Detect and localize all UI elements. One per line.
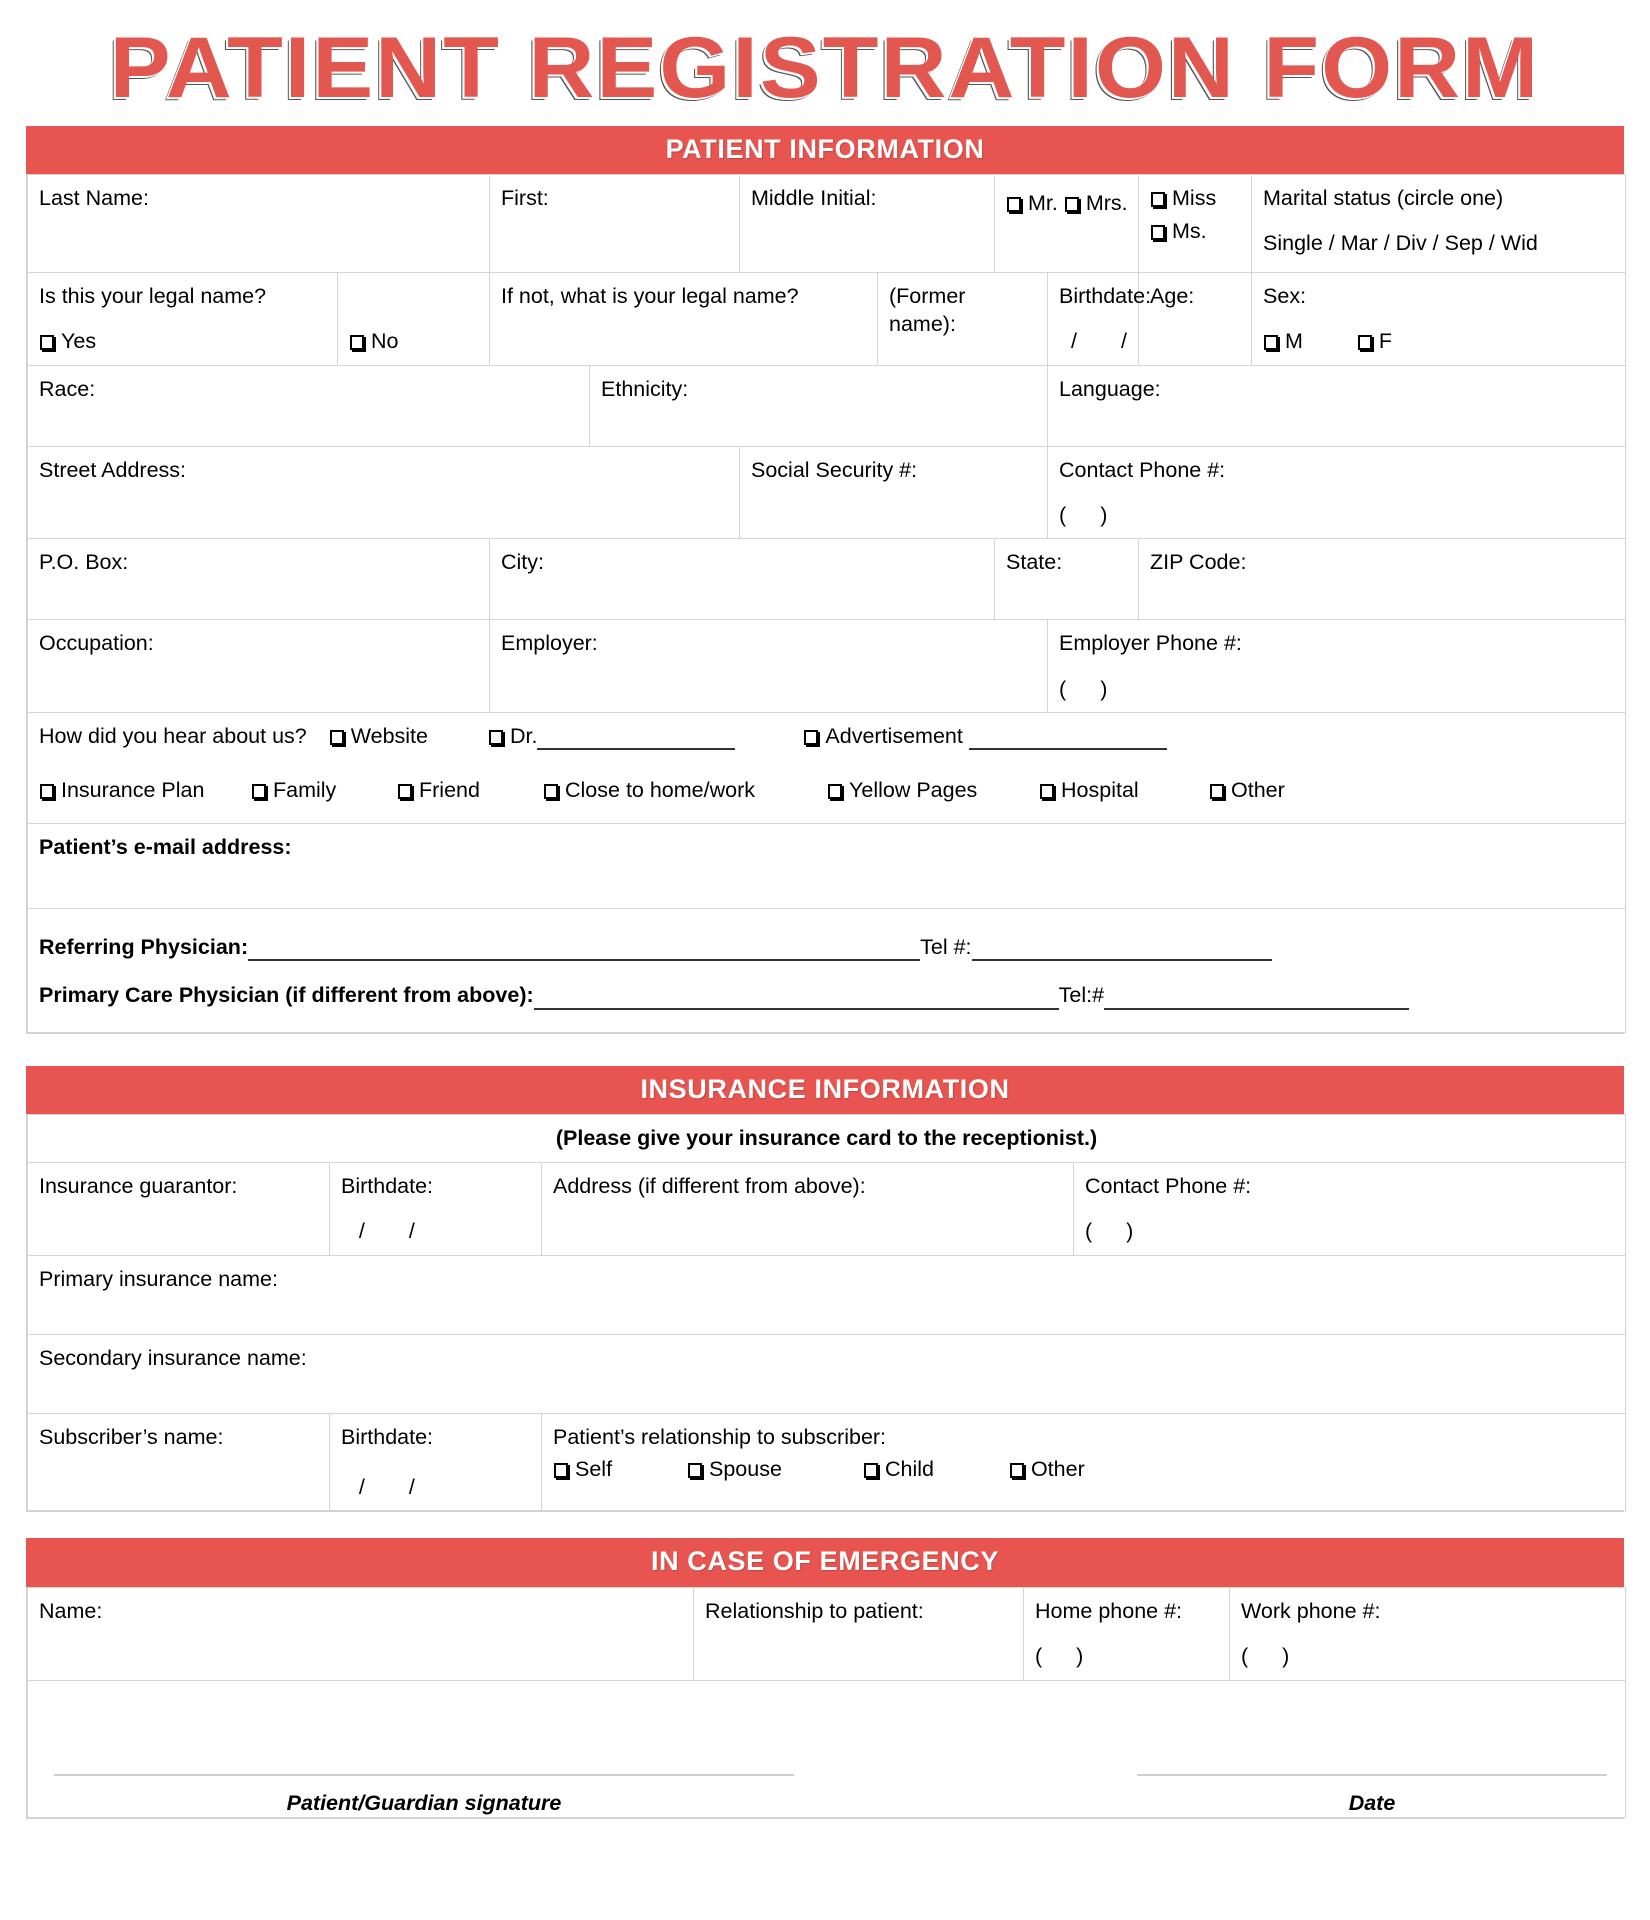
- checkbox-option-female[interactable]: [1357, 327, 1392, 355]
- legal-name-no-option[interactable]: [349, 327, 479, 355]
- checkbox-icon[interactable]: [1151, 192, 1165, 207]
- paren-open: (: [1059, 676, 1067, 701]
- option-label: Spouse: [708, 1457, 782, 1482]
- how-did-you-hear-label: How did you hear about us?: [39, 724, 307, 749]
- colon: :: [240, 934, 249, 959]
- row-patient-email: [28, 823, 1626, 908]
- primary-insurance-name-label: Primary insurance name:: [39, 1266, 278, 1291]
- checkbox-icon[interactable]: [398, 784, 412, 799]
- cell-title-col1[interactable]: [995, 175, 1139, 273]
- checkbox-icon[interactable]: [1065, 197, 1079, 212]
- checkbox-option-close-to-home[interactable]: [543, 776, 827, 804]
- date-rule[interactable]: [1137, 1773, 1607, 1776]
- paren-close: ): [1100, 676, 1108, 701]
- guarantor-birthdate-label: Birthdate:: [341, 1173, 434, 1198]
- checkbox-option-yellow-pages[interactable]: [827, 776, 1039, 804]
- insurance-information-table: [27, 1114, 1626, 1512]
- sex-options[interactable]: [1263, 327, 1615, 355]
- row-name: [28, 175, 1626, 273]
- age-label: Age:: [1150, 283, 1195, 308]
- cell-city[interactable]: [490, 539, 995, 620]
- checkbox-option-friend[interactable]: [397, 776, 543, 804]
- checkbox-option-insurance-plan[interactable]: [39, 776, 251, 804]
- paren-close: ): [1126, 1219, 1134, 1244]
- cell-emergency-work-phone[interactable]: [1230, 1587, 1626, 1680]
- option-label: Advertisement: [825, 724, 963, 749]
- secondary-insurance-name-label: Secondary insurance name:: [39, 1345, 307, 1370]
- option-label: M: [1285, 329, 1303, 354]
- signature-label: Patient/Guardian signature: [286, 1790, 562, 1815]
- signature-row: [28, 1681, 1625, 1817]
- cell-employer[interactable]: [490, 620, 1048, 713]
- option-label: Website: [350, 724, 428, 749]
- cell-legal-name-question: [28, 272, 338, 365]
- sex-label: Sex:: [1263, 283, 1307, 308]
- subscriber-name-label: Subscriber’s name:: [39, 1424, 224, 1449]
- checkbox-icon[interactable]: [40, 335, 54, 350]
- option-label: Miss: [1172, 186, 1217, 211]
- home-phone-parens[interactable]: [1035, 1642, 1219, 1670]
- former-name-label: (Former name):: [889, 283, 966, 337]
- option-label: Friend: [419, 778, 480, 803]
- slash: /: [1070, 329, 1077, 354]
- cell-emergency-relationship[interactable]: [694, 1587, 1024, 1680]
- cell-subscriber-birthdate[interactable]: [330, 1413, 542, 1511]
- option-label: Insurance Plan: [61, 778, 205, 803]
- cell-insurance-guarantor[interactable]: [28, 1162, 330, 1255]
- row-insurance-note: [28, 1114, 1626, 1162]
- insurance-guarantor-label: Insurance guarantor:: [39, 1173, 238, 1198]
- date-label: Date: [1348, 1790, 1396, 1815]
- pcp-tel-label: Tel:#: [1058, 983, 1105, 1008]
- checkbox-icon[interactable]: [544, 784, 558, 799]
- hear-options-line-2: [39, 776, 1615, 804]
- checkbox-option-mr[interactable]: [1006, 189, 1058, 217]
- row-address: [28, 446, 1626, 539]
- city-label: City:: [501, 550, 544, 575]
- language-label: Language:: [1059, 376, 1161, 401]
- section-banner-patient-information: PATIENT INFORMATION: [26, 126, 1624, 174]
- option-label: Self: [575, 1457, 613, 1482]
- insurance-information-table-wrapper: [26, 1114, 1624, 1513]
- option-label: Other: [1030, 1457, 1085, 1482]
- referring-tel-blank-line[interactable]: [972, 940, 1272, 961]
- date-block[interactable]: [1137, 1773, 1607, 1817]
- cell-contact-phone[interactable]: [1048, 446, 1626, 539]
- slash: /: [408, 1219, 415, 1244]
- paren-open: (: [1059, 502, 1067, 527]
- checkbox-option-hospital[interactable]: [1039, 776, 1209, 804]
- advertisement-blank-line[interactable]: [969, 729, 1167, 750]
- hear-options-line-1: [39, 722, 1615, 750]
- checkbox-icon[interactable]: [40, 784, 54, 799]
- work-phone-parens[interactable]: [1241, 1642, 1615, 1670]
- section-banner-in-case-of-emergency: IN CASE OF EMERGENCY: [26, 1538, 1624, 1586]
- relationship-options: [553, 1455, 1615, 1483]
- marital-status-options[interactable]: Single / Mar / Div / Sep / Wid: [1263, 231, 1538, 256]
- middle-initial-label: Middle Initial:: [751, 186, 877, 211]
- referring-physician-blank-line[interactable]: [248, 940, 920, 961]
- pcp-label: Primary Care Physician (if different from above):: [39, 983, 534, 1008]
- signature-block[interactable]: [54, 1773, 794, 1817]
- option-label: Ms.: [1172, 219, 1207, 244]
- checkbox-icon[interactable]: [1358, 335, 1372, 350]
- slash: /: [408, 1475, 415, 1500]
- cell-guarantor-address[interactable]: [542, 1162, 1074, 1255]
- subscriber-birthdate-slashes[interactable]: [341, 1473, 531, 1501]
- cell-employer-phone[interactable]: [1048, 620, 1626, 713]
- checkbox-option-advertisement[interactable]: [803, 722, 1166, 750]
- option-label: Yellow Pages: [849, 778, 978, 803]
- cell-emergency-name[interactable]: [28, 1587, 694, 1680]
- checkbox-icon[interactable]: [688, 1463, 702, 1478]
- checkbox-icon[interactable]: [350, 335, 364, 350]
- cell-physicians: [28, 908, 1626, 1032]
- row-signature: [28, 1680, 1626, 1817]
- paren-open: (: [1085, 1219, 1093, 1244]
- checkbox-option-mrs[interactable]: [1064, 189, 1128, 217]
- slash: /: [358, 1219, 365, 1244]
- contact-phone-parens[interactable]: [1059, 501, 1615, 529]
- patient-information-table: [27, 174, 1626, 1033]
- option-label: F: [1378, 329, 1393, 354]
- cell-marital-status[interactable]: [1252, 175, 1626, 273]
- cell-middle-initial[interactable]: [740, 175, 995, 273]
- guarantor-phone-parens[interactable]: [1085, 1217, 1615, 1245]
- checkbox-icon[interactable]: [1040, 784, 1054, 799]
- cell-subscriber-name[interactable]: [28, 1413, 330, 1511]
- emergency-name-label: Name:: [39, 1598, 103, 1623]
- cell-language[interactable]: [1048, 365, 1626, 446]
- row-legal-name: [28, 272, 1626, 365]
- option-label: Child: [884, 1457, 934, 1482]
- cell-primary-insurance-name[interactable]: [28, 1255, 1626, 1334]
- checkbox-option-dr[interactable]: [488, 722, 735, 750]
- emergency-relationship-label: Relationship to patient:: [705, 1598, 924, 1623]
- option-label: Other: [1231, 778, 1285, 803]
- paren-open: (: [1241, 1643, 1249, 1668]
- paren-close: ): [1282, 1643, 1290, 1668]
- patient-email-label: Patient’s e-mail address:: [39, 834, 292, 859]
- checkbox-icon[interactable]: [828, 784, 842, 799]
- referring-tel-label: Tel #:: [920, 934, 972, 959]
- cell-last-name[interactable]: [28, 175, 490, 273]
- cell-subscriber-relationship: [542, 1413, 1626, 1511]
- birthdate-slashes[interactable]: [1059, 327, 1128, 355]
- option-label: Family: [273, 778, 337, 803]
- pcp-blank-line[interactable]: [534, 989, 1059, 1010]
- option-label: Close to home/work: [565, 778, 755, 803]
- legal-name-question-label: Is this your legal name?: [39, 283, 267, 308]
- ethnicity-label: Ethnicity:: [601, 376, 689, 401]
- option-label: Hospital: [1061, 778, 1139, 803]
- checkbox-option-miss[interactable]: [1150, 184, 1216, 212]
- subscriber-birthdate-label: Birthdate:: [341, 1424, 434, 1449]
- cell-title-col2[interactable]: [1139, 175, 1252, 273]
- checkbox-option-website[interactable]: [329, 722, 428, 750]
- cell-race[interactable]: [28, 365, 590, 446]
- checkbox-icon[interactable]: [554, 1463, 568, 1478]
- checkbox-icon[interactable]: [330, 730, 344, 745]
- first-name-label: First:: [501, 186, 549, 211]
- slash: /: [1120, 329, 1127, 354]
- checkbox-option-family[interactable]: [251, 776, 397, 804]
- row-demographics: [28, 365, 1626, 446]
- checkbox-icon[interactable]: [1007, 197, 1021, 212]
- checkbox-icon[interactable]: [1151, 225, 1165, 240]
- slash: /: [358, 1475, 365, 1500]
- signature-rule[interactable]: [54, 1773, 794, 1776]
- row-secondary-insurance: [28, 1334, 1626, 1413]
- row-primary-insurance: [28, 1255, 1626, 1334]
- pcp-tel-blank-line[interactable]: [1104, 989, 1409, 1010]
- social-security-label: Social Security #:: [751, 457, 918, 482]
- paren-open: (: [1035, 1643, 1043, 1668]
- guarantor-contact-phone-label: Contact Phone #:: [1085, 1173, 1252, 1198]
- row-physicians: [28, 908, 1626, 1032]
- cell-emergency-home-phone[interactable]: [1024, 1587, 1230, 1680]
- last-name-label: Last Name:: [39, 186, 149, 211]
- referring-physician-line: [39, 933, 1615, 961]
- legal-name-yes-option[interactable]: [39, 327, 333, 355]
- marital-status-label: Marital status (circle one): [1263, 186, 1504, 211]
- checkbox-icon[interactable]: [252, 784, 266, 799]
- cell-social-security[interactable]: [740, 446, 1048, 539]
- contact-phone-label: Contact Phone #:: [1059, 457, 1226, 482]
- option-label: Dr.: [509, 724, 538, 749]
- row-emergency-contact: [28, 1587, 1626, 1680]
- option-label: Mr.: [1028, 191, 1058, 216]
- dr-name-blank-line[interactable]: [537, 729, 735, 750]
- checkbox-icon[interactable]: [864, 1463, 878, 1478]
- checkbox-icon[interactable]: [804, 730, 818, 745]
- race-label: Race:: [39, 376, 96, 401]
- referring-physician-label: Referring Physician: [39, 934, 241, 959]
- employer-phone-label: Employer Phone #:: [1059, 631, 1242, 656]
- checkbox-icon[interactable]: [1264, 335, 1278, 350]
- cell-legal-name-no[interactable]: [338, 272, 490, 365]
- if-not-legal-name-label: If not, what is your legal name?: [501, 283, 799, 308]
- emergency-table: [27, 1587, 1626, 1818]
- primary-care-physician-line: [39, 981, 1615, 1009]
- checkbox-option-ms[interactable]: [1150, 217, 1207, 245]
- option-label: No: [371, 329, 399, 354]
- occupation-label: Occupation:: [39, 631, 154, 656]
- cell-patient-email[interactable]: [28, 823, 1626, 908]
- cell-po-box[interactable]: [28, 539, 490, 620]
- paren-close: ): [1076, 1643, 1084, 1668]
- employer-phone-parens[interactable]: [1059, 675, 1615, 703]
- emergency-work-phone-label: Work phone #:: [1241, 1598, 1381, 1623]
- insurance-note-label: (Please give your insurance card to the receptionist.): [555, 1125, 1098, 1150]
- cell-first-name[interactable]: [490, 175, 740, 273]
- guarantor-birthdate-slashes[interactable]: [341, 1217, 531, 1245]
- street-address-label: Street Address:: [39, 457, 186, 482]
- cell-signature-area: [28, 1680, 1626, 1817]
- cell-if-not-legal-name[interactable]: [490, 272, 878, 365]
- cell-guarantor-contact-phone[interactable]: [1074, 1162, 1626, 1255]
- row-how-did-you-hear: [28, 713, 1626, 824]
- guarantor-address-label: Address (if different from above):: [553, 1173, 866, 1198]
- cell-guarantor-birthdate[interactable]: [330, 1162, 542, 1255]
- row-city-state-zip: [28, 539, 1626, 620]
- cell-state[interactable]: [995, 539, 1139, 620]
- relationship-to-subscriber-label: Patient’s relationship to subscriber:: [553, 1424, 887, 1449]
- row-guarantor: [28, 1162, 1626, 1255]
- cell-sex[interactable]: [1252, 272, 1626, 365]
- checkbox-option-other-relationship[interactable]: [1009, 1455, 1085, 1483]
- cell-insurance-note: [28, 1114, 1626, 1162]
- cell-occupation[interactable]: [28, 620, 490, 713]
- checkbox-icon[interactable]: [1010, 1463, 1024, 1478]
- section-banner-insurance-information: INSURANCE INFORMATION: [26, 1066, 1624, 1114]
- option-label: Yes: [61, 329, 97, 354]
- checkbox-option-male[interactable]: [1263, 327, 1303, 355]
- cell-zip-code[interactable]: [1139, 539, 1626, 620]
- paren-close: ): [1100, 502, 1108, 527]
- employer-label: Employer:: [501, 631, 598, 656]
- emergency-home-phone-label: Home phone #:: [1035, 1598, 1183, 1623]
- row-employment: [28, 620, 1626, 713]
- checkbox-option-spouse[interactable]: [687, 1455, 857, 1483]
- checkbox-option-other[interactable]: [1209, 776, 1285, 804]
- option-label: Mrs.: [1085, 191, 1128, 216]
- checkbox-option-child[interactable]: [863, 1455, 1003, 1483]
- cell-former-name[interactable]: [878, 272, 1048, 365]
- page-title: PATIENT REGISTRATION FORM: [109, 20, 1541, 116]
- row-subscriber: [28, 1413, 1626, 1511]
- checkbox-icon[interactable]: [489, 730, 503, 745]
- cell-ethnicity[interactable]: [590, 365, 1048, 446]
- emergency-table-wrapper: [26, 1587, 1624, 1819]
- cell-secondary-insurance-name[interactable]: [28, 1334, 1626, 1413]
- zip-code-label: ZIP Code:: [1150, 550, 1247, 575]
- birthdate-label: Birthdate:: [1059, 283, 1152, 308]
- cell-birthdate[interactable]: [1048, 272, 1152, 365]
- patient-information-table-wrapper: [26, 174, 1624, 1034]
- cell-how-did-you-hear: [28, 713, 1626, 824]
- checkbox-option-self[interactable]: [553, 1455, 681, 1483]
- state-label: State:: [1006, 550, 1063, 575]
- checkbox-icon[interactable]: [1210, 784, 1224, 799]
- po-box-label: P.O. Box:: [39, 550, 129, 575]
- cell-street-address[interactable]: [28, 446, 740, 539]
- cell-age[interactable]: [1139, 272, 1252, 365]
